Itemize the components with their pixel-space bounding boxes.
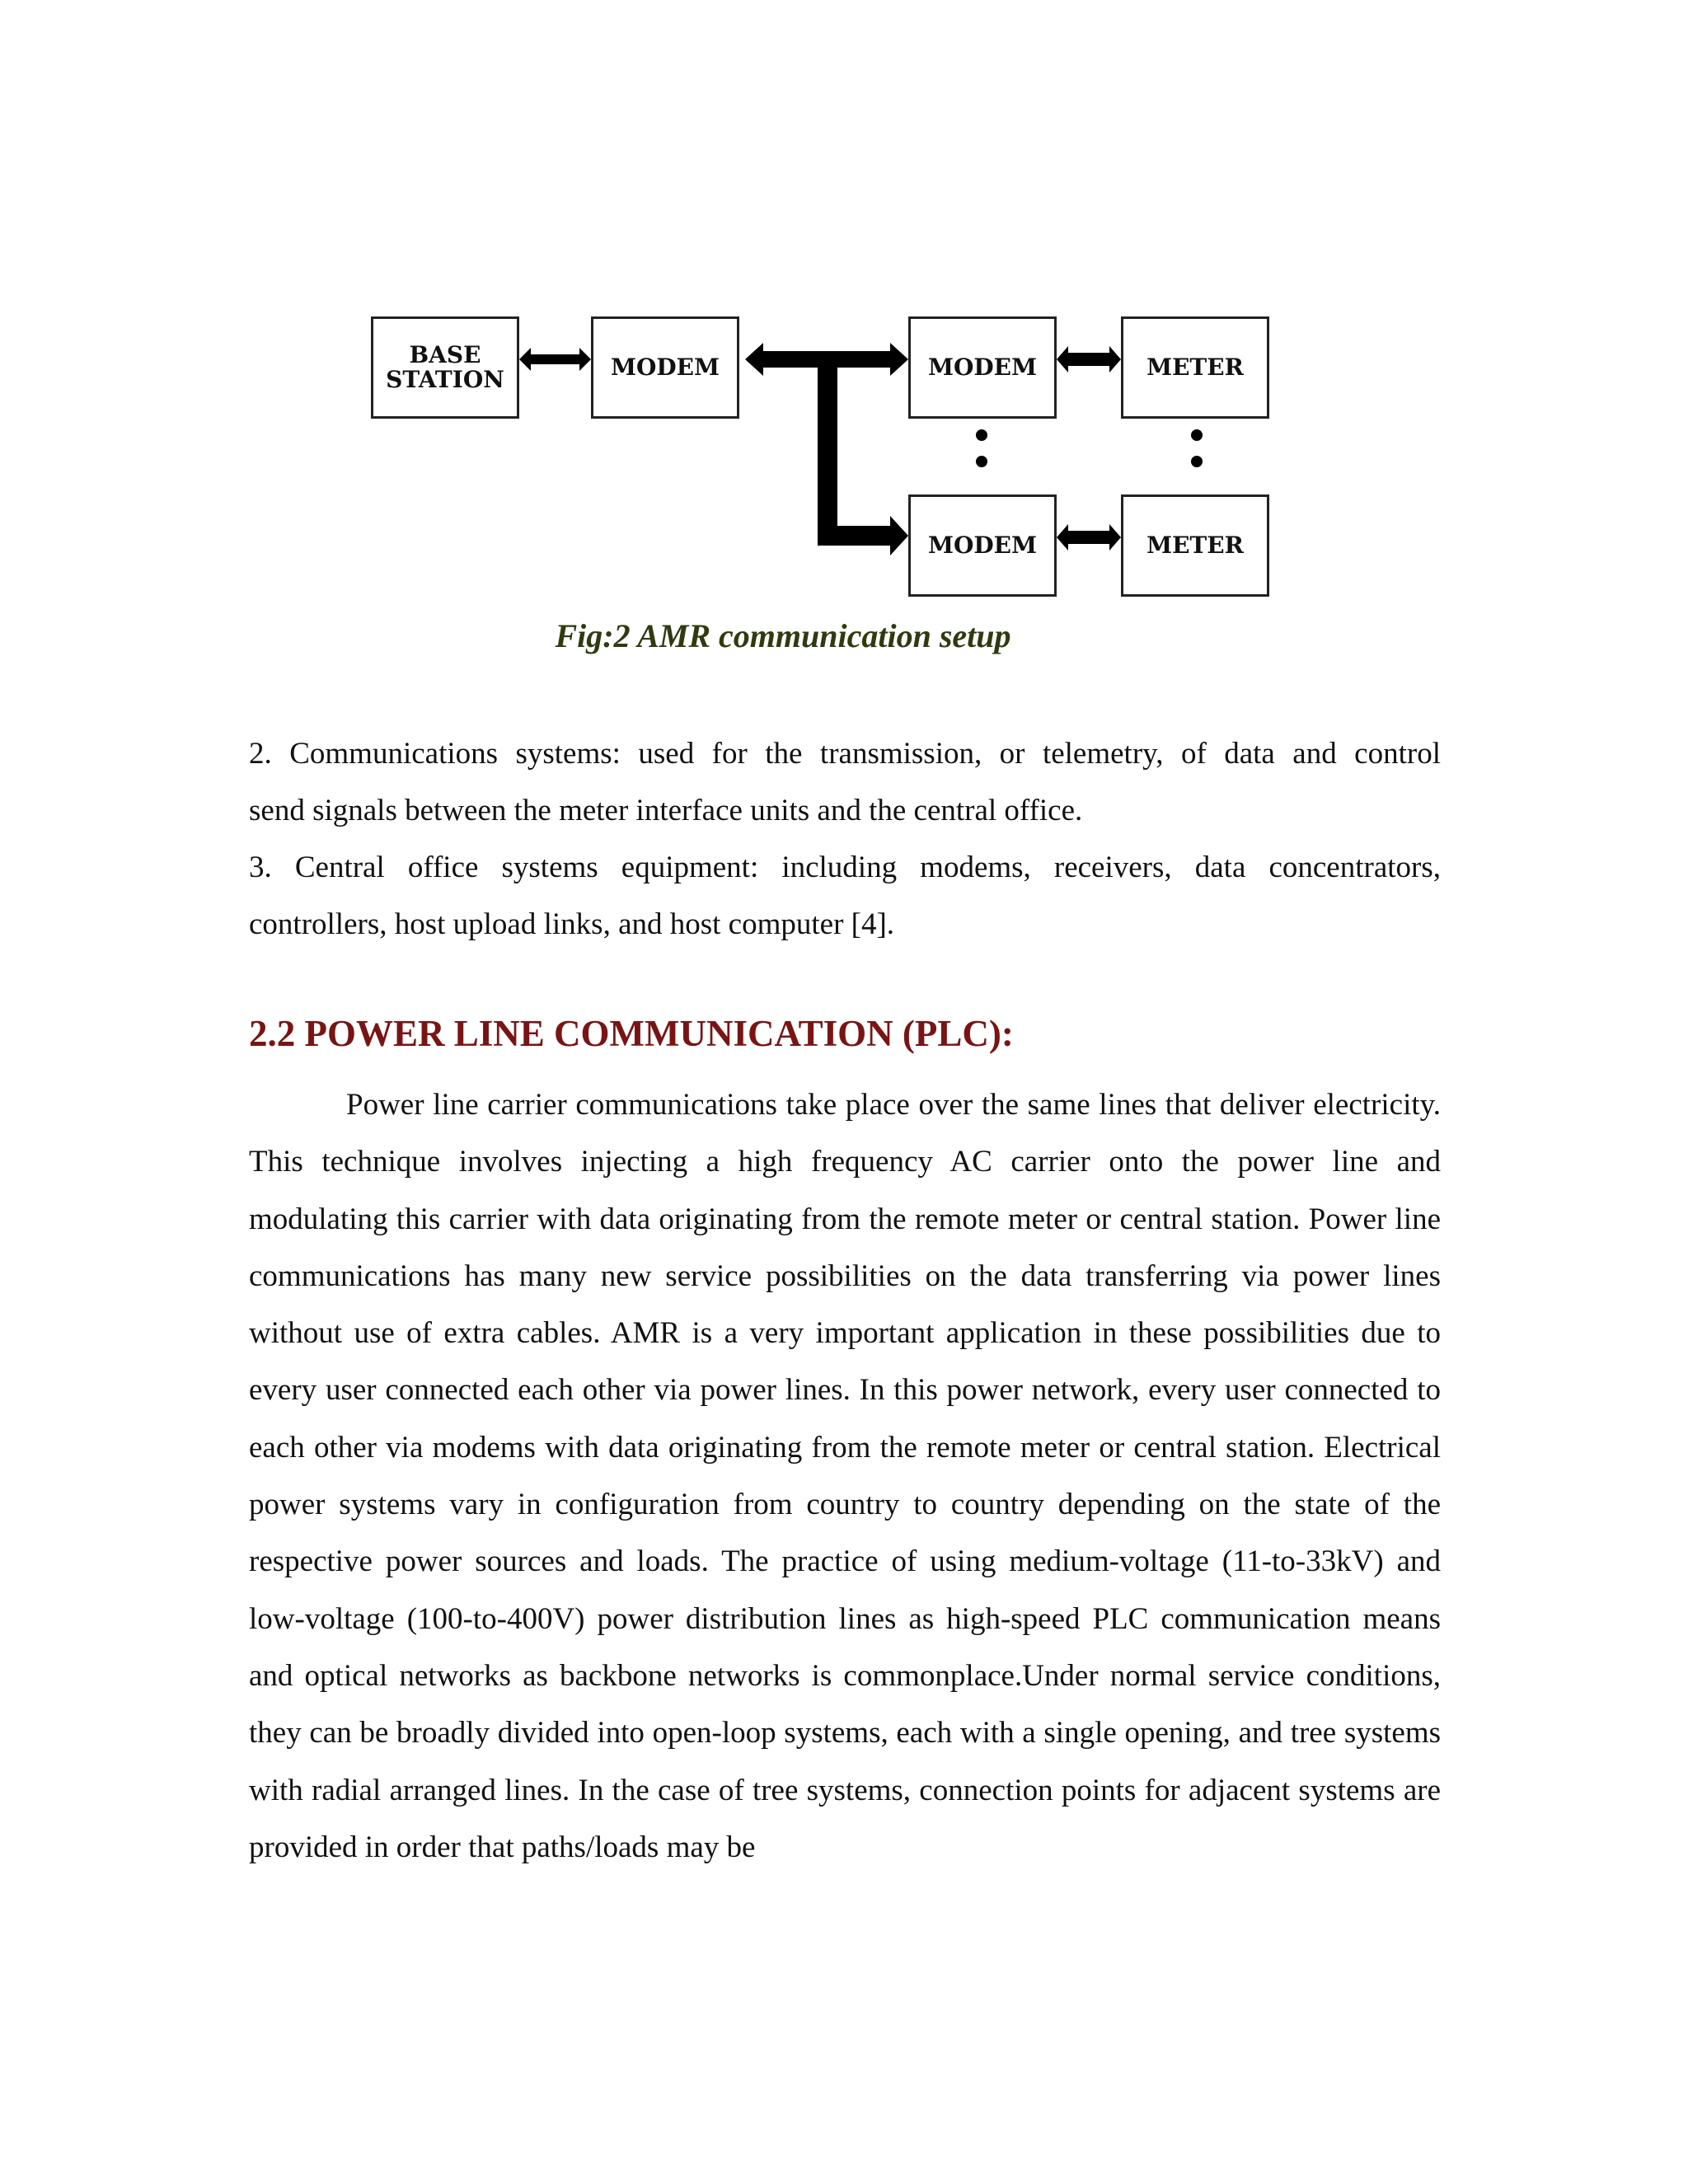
dot [976, 456, 987, 467]
list-item-3-line-1: 3. Central office systems equipment: including modems, receivers, data concentrators, [249, 851, 1441, 884]
arrow-modem-meter-top [1057, 346, 1121, 373]
arrow-base-modem [519, 348, 591, 371]
meter-bottom-label: METER [1146, 532, 1244, 559]
modem-main-label: MODEM [610, 354, 720, 381]
base-station-box [371, 316, 519, 419]
dot [1191, 429, 1203, 441]
meter-top-box [1121, 316, 1269, 419]
list-item-3-line-2: controllers, host upload links, and host computer [4]. [249, 907, 895, 941]
list-item-2-line-1: 2. Communications systems: used for the transmission, or telemetry, of data and control [249, 737, 1441, 771]
trunk-vertical [818, 354, 837, 546]
modem-main-box [591, 316, 739, 419]
modem-top-box [908, 316, 1057, 419]
arrow-modem-meter-bottom [1057, 524, 1121, 551]
dot [976, 429, 987, 441]
list-item-2-line-2: send signals between the meter interface units and the central office. [249, 794, 1083, 827]
meter-bottom-box [1121, 494, 1269, 597]
modem-bottom-label: MODEM [927, 532, 1037, 559]
modem-top-label: MODEM [927, 354, 1037, 381]
section-heading: 2.2 POWER LINE COMMUNICATION (PLC): [249, 1013, 1014, 1054]
figure-caption: Fig:2 AMR communication setup [555, 617, 1011, 654]
modem-bottom-box [908, 494, 1057, 597]
dot [1191, 456, 1203, 467]
section-body-text: Power line carrier communications take place over the same lines that deliver electricity. This technique involves injecting a high frequency AC carrier onto the power line and modulating this carrier with data originating from the remote meter or central station. Power line communications has many new service possibilities on the data transferring via power lines without use of extra cables. AMR is a very important application in these possibilities due to every user connected each other via power lines. In this power network, every user connected to each other via modems with data originating from the remote meter or central station. Electrical power systems vary in configuration from country to country depending on the state of the respective power sources and loads. The practice of using medium-voltage (11-to-33kV) and low-voltage (100-to-400V) power distribution lines as high-speed PLC communication means and optical networks as backbone networks is commonplace.Under normal service conditions, they can be broadly divided into open-loop systems, each with a single opening, and tree systems with radial arranged lines. In the case of tree systems, connection points for adjacent systems are provided in order that paths/loads may be [249, 1088, 1441, 1864]
amr-diagram [363, 305, 1286, 610]
base-station-label-line2: STATION [386, 366, 504, 393]
base-station-label-line1: BASE [409, 341, 481, 368]
section-body [249, 1076, 1441, 1876]
meter-top-label: METER [1146, 354, 1244, 381]
